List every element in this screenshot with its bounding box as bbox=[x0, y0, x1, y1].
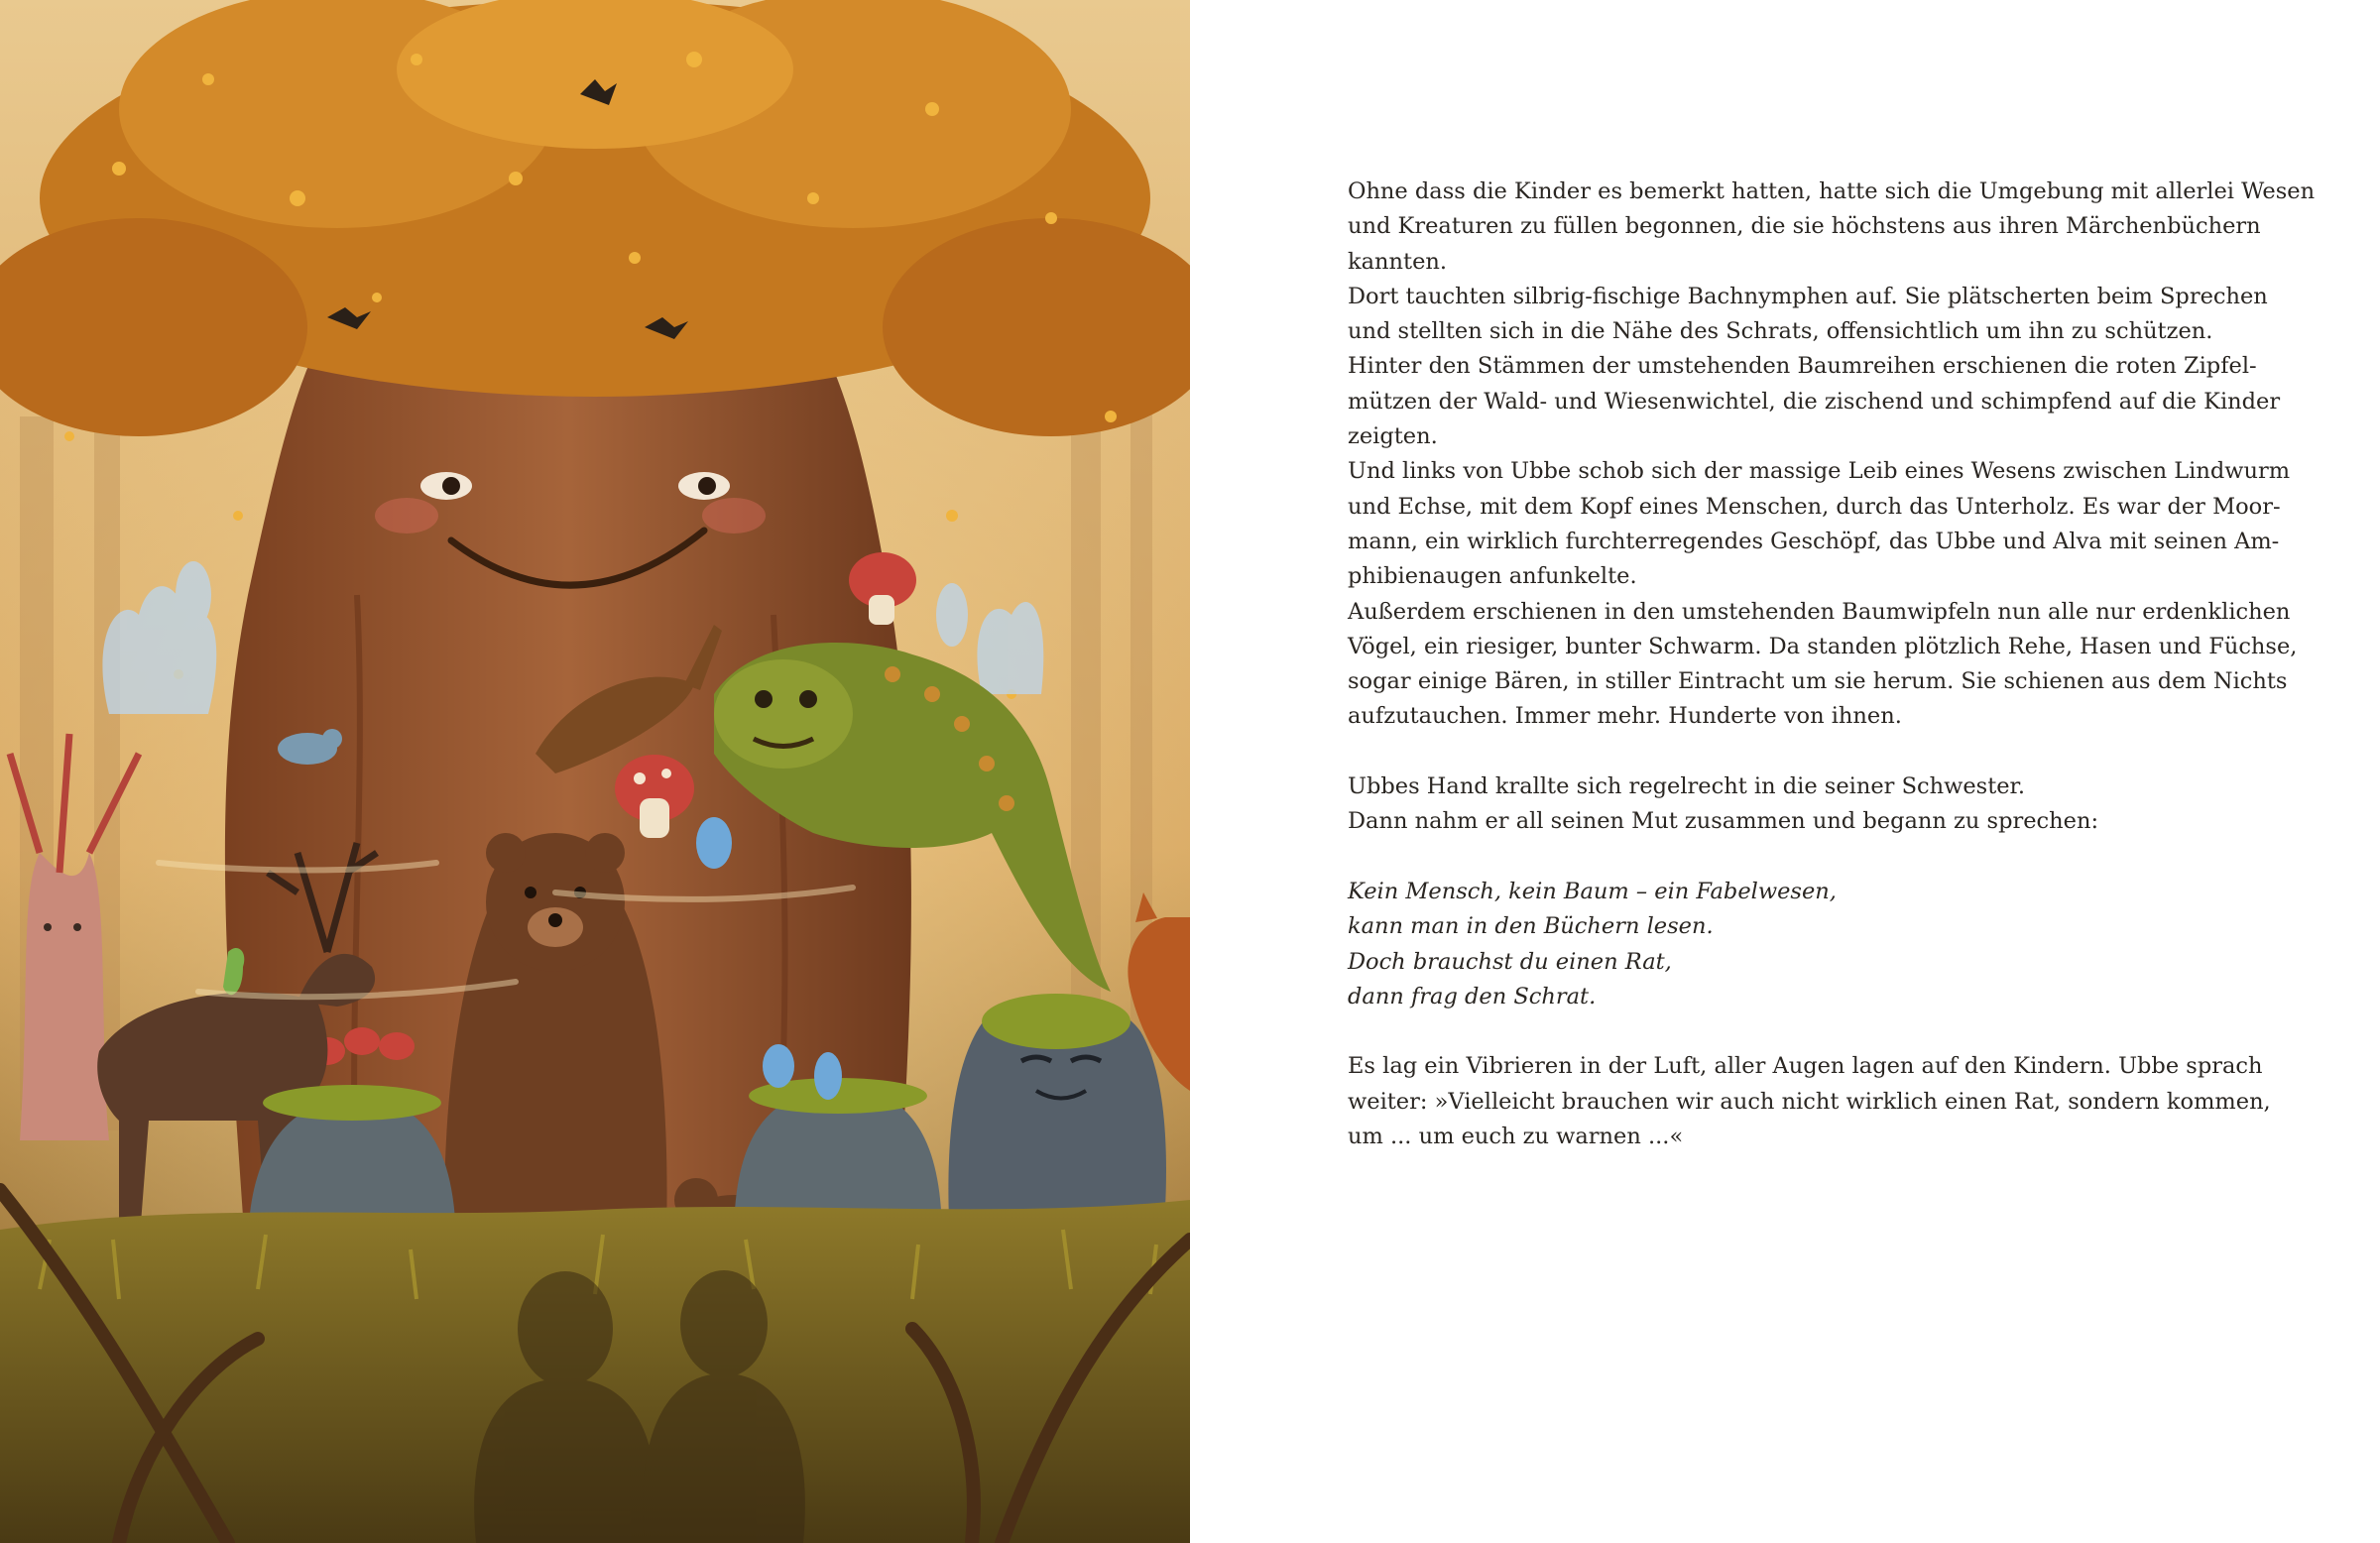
paragraph-5: Außerdem erschienen in den umstehenden Baumwipfeln nun alle nur erdenklichen Vögel, ein riesiger, bunter Schwarm. Da standen plötzlich Rehe, Hasen und Füchse, sogar einige Bären, in stiller Eintracht um sie herum. Sie schienen aus dem Nichts aufzutauchen. Immer mehr. Hunderte von ihnen. bbox=[1348, 598, 2298, 730]
closing-paragraph: Es lag ein Vibrieren in der Luft, aller Augen lagen auf den Kindern. Ubbe sprach weiter: »Vielleicht brauchen wir auch nicht wirklich einen Rat, sondern kommen, um ... um euch zu warnen ...« bbox=[1348, 1053, 2271, 1150]
paragraph-gap bbox=[1348, 840, 2220, 875]
tree-crown bbox=[0, 0, 1190, 436]
paragraph-gap bbox=[1348, 735, 2220, 770]
paragraph-4: Und links von Ubbe schob sich der massige Leib eines Wesens zwischen Lindwurm und Echse, mit dem Kopf eines Menschen, durch das Unterholz. Es war der Moor- mann, ein wirklich furchterregendes Geschöpf, das Ubbe und Alva mit seinen Am- phibienaugen anfunkelte. bbox=[1348, 458, 2291, 590]
story-text bbox=[1348, 175, 2316, 1154]
paragraph-3: Hinter den Stämmen der umstehenden Baumreihen erschienen die roten Zipfel- mützen der Wald- und Wiesenwichtel, die zischend und schimpfend auf die Kinder zeigten. bbox=[1348, 353, 2281, 450]
paragraph-6: Ubbes Hand krallte sich regelrecht in die seiner Schwester. Dann nahm er all seinen Mut zusammen und begann zu sprechen: bbox=[1348, 773, 2099, 835]
paragraph-1: Ohne dass die Kinder es bemerkt hatten, hatte sich die Umgebung mit allerlei Wesen und Kreaturen zu füllen begonnen, die sie höchstens aus ihren Märchenbüchern kannten. bbox=[1348, 178, 2316, 275]
paragraph-gap bbox=[1348, 1014, 2220, 1049]
paragraph-2: Dort tauchten silbrig-fischige Bachnymphen auf. Sie plätscherten beim Sprechen und stellten sich in die Nähe des Schrats, offensichtlich um ihn zu schützen. bbox=[1348, 283, 2268, 345]
text-page bbox=[1190, 0, 2380, 1543]
verse: Kein Mensch, kein Baum – ein Fabelwesen, kann man in den Büchern lesen. Doch brauchst du einen Rat, dann frag den Schrat. bbox=[1348, 878, 1837, 1009]
